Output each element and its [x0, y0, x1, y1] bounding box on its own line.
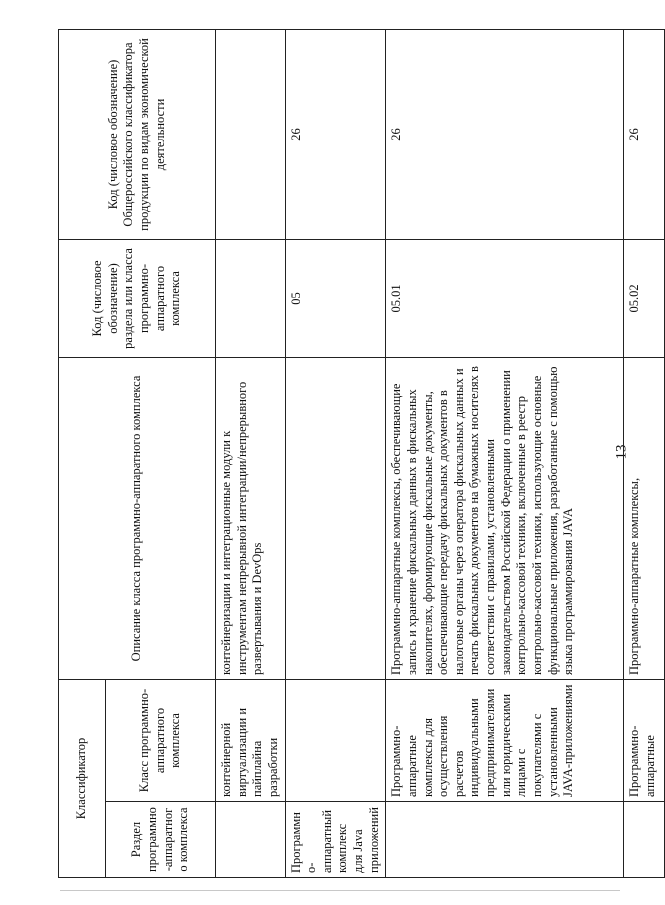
row-code: 05 — [285, 239, 386, 357]
header-section: Раздел программно-аппаратного комплекса — [106, 802, 216, 878]
row-code — [216, 239, 286, 357]
header-code-okpd: Код (числовое обозначение) Общероссийского классификатора продукции по видам экономической деятельности — [59, 29, 216, 239]
table-row — [285, 29, 386, 877]
row-class — [285, 679, 386, 801]
header-code-section: Код (числовое обозначение) раздела или класса программно-аппаратного комплекса — [59, 239, 216, 357]
row-section — [216, 802, 286, 878]
row-code: 05.01 — [386, 239, 624, 357]
table-row — [624, 29, 665, 877]
row-section — [624, 802, 665, 878]
row-section — [386, 802, 624, 878]
row-okpd: 26 — [624, 29, 665, 239]
row-description: Программно-аппаратные комплексы, обеспечивающие запись и хранение фискальных данных в фискальных накопителях, формирующие фискальные документы, обеспечивающие передачу фискальных документов в налоговые органы через оператора фискальных данных и печать фискальных документов на бумажных носителях в соответствии с правилами, установленными законодательством Российской Федерации о применении контрольно-кассовой техники, включенные в реестр контрольно-кассовой техники, использующие основные функциональные приложения, разработанные с помощью языка программирования JAVA — [386, 357, 624, 679]
table-row — [386, 29, 624, 877]
table-row — [216, 29, 286, 877]
row-description — [285, 357, 386, 679]
row-class: Программно-аппаратные комплексы для осуществления расчетов индивидуальными предпринимателями или юридическими лицами с покупателями с установленными JAVA-приложениями — [386, 679, 624, 801]
row-code: 05.02 — [624, 239, 665, 357]
row-description: контейнеризации и интеграционные модули к инструментам непрерывной интеграции/непрерывного развертывания и DevOps — [216, 357, 286, 679]
classifier-table — [58, 29, 665, 878]
row-class: Программно-аппаратные — [624, 679, 665, 801]
row-okpd: 26 — [285, 29, 386, 239]
row-class: контейнерной виртуализации и пайплайна разработки — [216, 679, 286, 801]
row-description: Программно-аппаратные комплексы, — [624, 357, 665, 679]
row-okpd: 26 — [386, 29, 624, 239]
header-description: Описание класса программно-аппаратного комплекса — [59, 357, 216, 679]
row-section: Программно-аппаратный комплекс для Java приложений — [285, 802, 386, 878]
header-classifier: Классификатор — [59, 679, 106, 877]
header-class: Класс программно-аппаратного комплекса — [106, 679, 216, 801]
page-edge-divider — [60, 890, 620, 891]
page-number: 13 — [613, 444, 630, 460]
row-okpd — [216, 29, 286, 239]
